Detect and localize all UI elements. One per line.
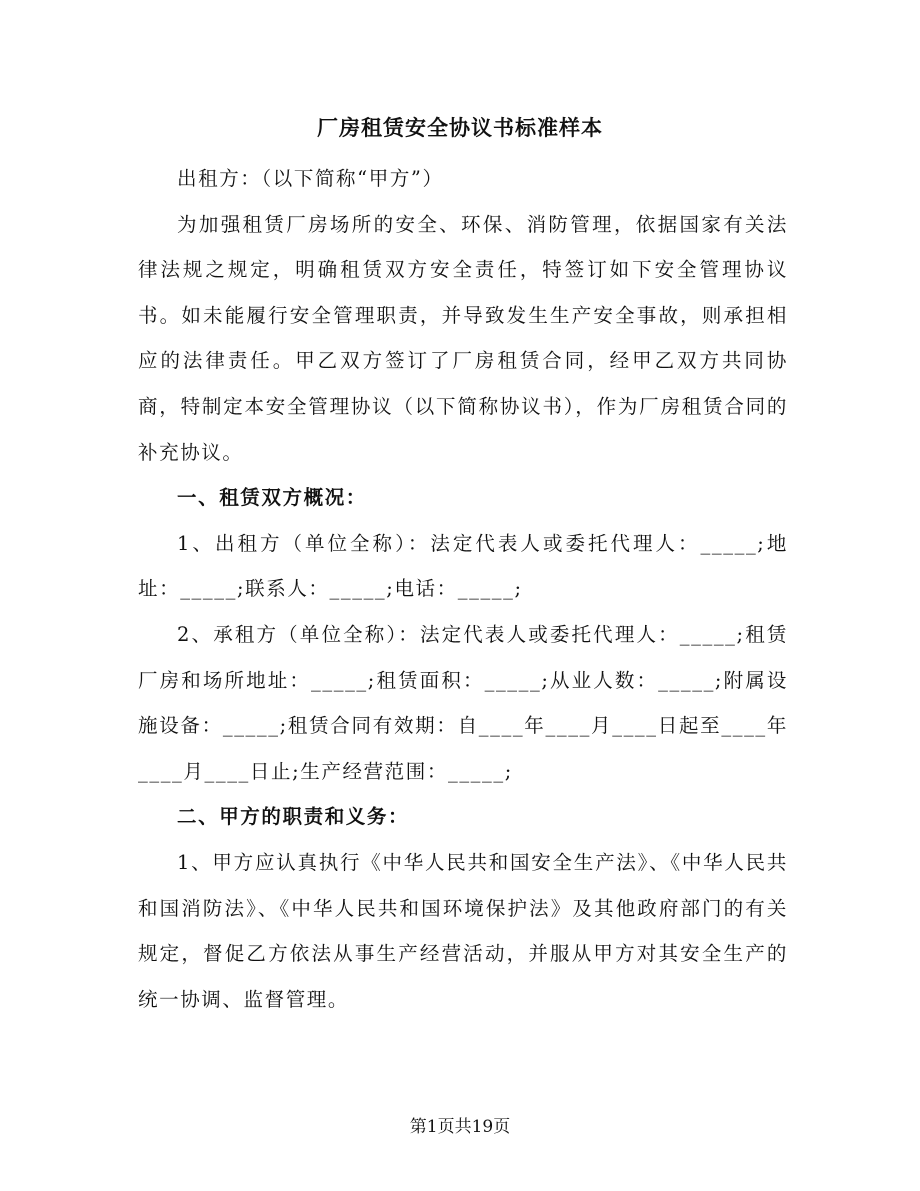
intro-paragraph: 为加强租赁厂房场所的安全、环保、消防管理，依据国家有关法律法规之规定，明确租赁双方安全责任，特签订如下安全管理协议书。如未能履行安全管理职责，并导致发生生产安全事故，则承担相应的法律责任。甲乙双方签订了厂房租赁合同，经甲乙双方共同协商，特制定本安全管理协议（以下简称协议书），作为厂房租赁合同的补充协议。 [138, 212, 788, 464]
page-number-footer: 第1页共19页 [409, 1117, 511, 1137]
clause-lessee-info: 2、承租方（单位全称）：法定代表人或委托代理人：_____;租赁厂房和场所地址：_____;租赁面积：_____;从业人数：_____;附属设施设备：_____;租赁合同有效期：自____年____月____日起至____年____月____日止;生产经营范围：_____; [138, 622, 788, 783]
lessor-line: 出租方：（以下简称“甲方”） [177, 167, 444, 190]
section-heading-lessor-duties: 二、甲方的职责和义务： [177, 805, 410, 829]
document-title: 厂房租赁安全协议书标准样本 [317, 115, 603, 140]
clause-lessor-duty-1: 1、甲方应认真执行《中华人民共和国安全生产法》、《中华人民共和国消防法》、《中华人民共和国环境保护法》及其他政府部门的有关规定，督促乙方依法从事生产经营活动，并服从甲方对其安全生产的统一协调、监督管理。 [138, 850, 788, 1011]
document-body [138, 156, 788, 1022]
section-heading-overview: 一、租赁双方概况： [177, 486, 367, 510]
clause-lessor-info: 1、出租方（单位全称）：法定代表人或委托代理人：_____;地址：_____;联系人：_____;电话：_____; [138, 531, 788, 601]
